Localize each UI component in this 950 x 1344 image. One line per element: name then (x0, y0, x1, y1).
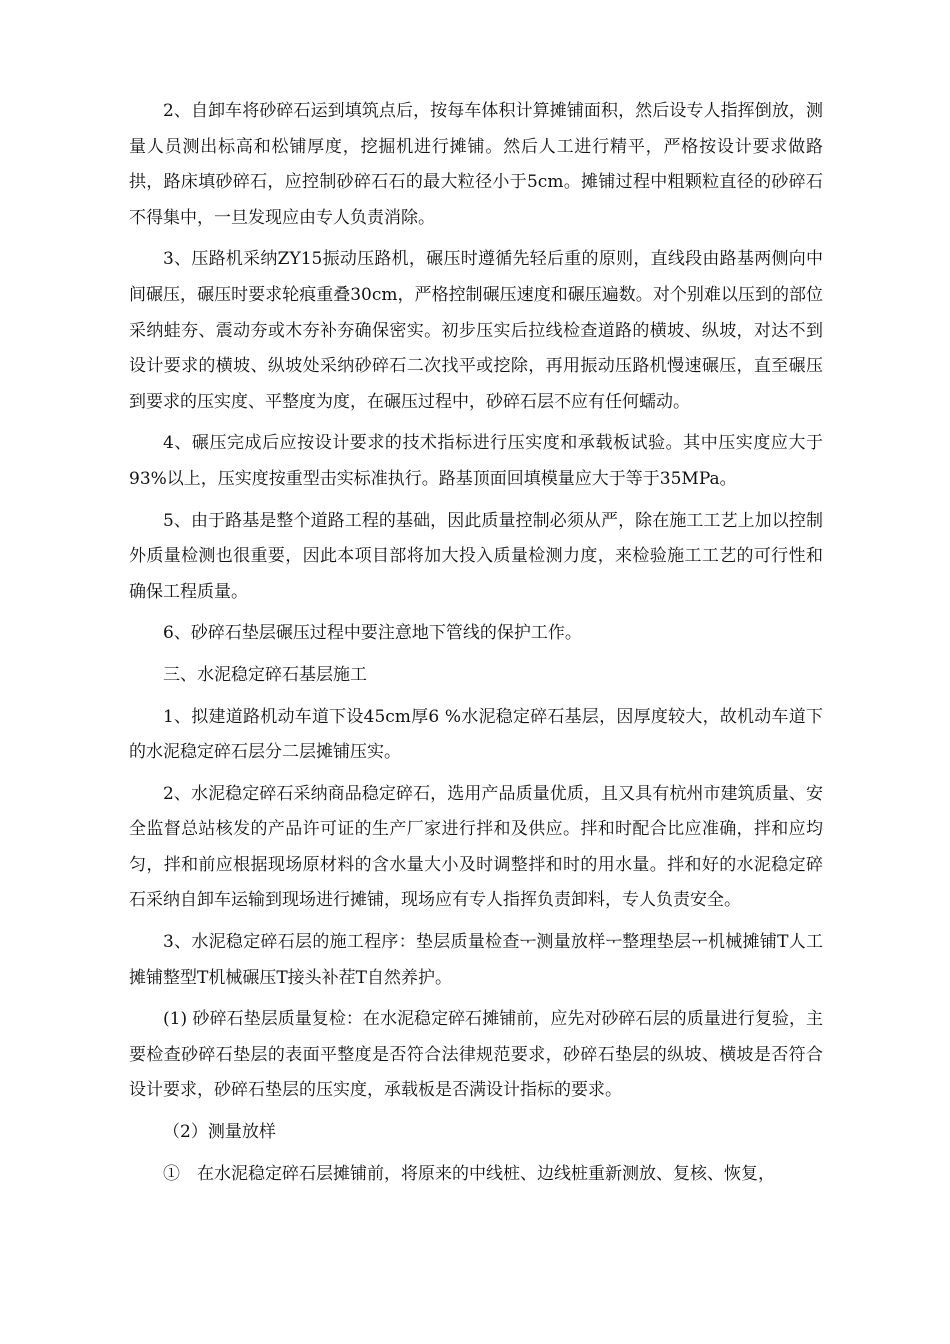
paragraph-base-thickness: 1、拟建道路机动车道下设45cm厚6 %水泥稳定碎石基层，因厚度较大，故机动车道下的水泥稳定碎石层分二层摊铺压实。 (129, 706, 823, 763)
paragraph-cushion-recheck: (1) 砂碎石垫层质量复检：在水泥稳定碎石摊铺前，应先对砂碎石层的质量进行复验，主要检查砂碎石垫层的表面平整度是否符合法律规范要求，砂碎石垫层的纵坡、横坡是否符合设计要求，砂碎石垫层的压实度，承载板是否满设计指标的要求。 (129, 1009, 823, 1101)
paragraph-roller-compaction: 3、压路机采纳ZY15振动压路机，碾压时遵循先轻后重的原则，直线段由路基两侧向中间碾压，碾压时要求轮痕重叠30cm，严格控制碾压速度和碾压遍数。对个别难以压到的部位采纳蛙夯、震动夯或木夯补夯确保密实。初步压实后拉线检查道路的横坡、纵坡，对达不到设计要求的横坡、纵坡处采纳砂碎石二次找平或挖除，再用振动压路机慢速碾压，直至碾压到要求的压实度、平整度为度，在碾压过程中，砂碎石层不应有任何蠕动。 (129, 249, 823, 412)
paragraph-construction-procedure: 3、水泥稳定碎石层的施工程序：垫层质量检查ᅮ测量放样ᅮ整理垫层ᅮ机械摊铺T人工摊铺整型T机械碾压T接头补茬T自然养护。 (129, 932, 823, 988)
subheading-survey-layout: （2）测量放样 (163, 1122, 276, 1143)
paragraph-gravel-spreading: 2、自卸车将砂碎石运到填筑点后，按每车体积计算摊铺面积，然后设专人指挥倒放，测量人员测出标高和松铺厚度，挖掘机进行摊铺。然后人工进行精平，严格按设计要求做路拱，路床填砂碎石，应控制砂碎石石的最大粒径小于5cm。摊铺过程中粗颗粒直径的砂碎石不得集中，一旦发现应由专人负责消除。 (129, 101, 823, 228)
paragraph-quality-control: 5、由于路基是整个道路工程的基础，因此质量控制必须从严，除在施工工艺上加以控制外质量检测也很重要，因此本项目部将加大投入质量检测力度，来检验施工工艺的可行性和确保工程质量。 (129, 510, 823, 602)
section-heading-cement-base: 三、水泥稳定碎石基层施工 (163, 664, 367, 685)
paragraph-pipeline-protection: 6、砂碎石垫层碾压过程中要注意地下管线的保护工作。 (163, 623, 582, 644)
document-body (129, 94, 823, 1198)
paragraph-commercial-gravel: 2、水泥稳定碎石采纳商品稳定碎石，选用产品质量优质，且又具有杭州市建筑质量、安全监督总站核发的产品许可证的生产厂家进行拌和及供应。拌和时配合比应准确，拌和应均匀，拌和前应根据现场原材料的含水量大小及时调整拌和时的用水量。拌和好的水泥稳定碎石采纳自卸车运输到现场进行摊铺，现场应有专人指挥负责卸料，专人负责安全。 (129, 783, 823, 911)
paragraph-stake-restoration: ① 在水泥稳定碎石层摊铺前，将原来的中线桩、边线桩重新测放、复核、恢复， (163, 1163, 775, 1184)
paragraph-compaction-test: 4、碾压完成后应按设计要求的技术指标进行压实度和承载板试验。其中压实度应大于93%以上，压实度按重型击实标准执行。路基顶面回填模量应大于等于35MPa。 (129, 433, 823, 489)
